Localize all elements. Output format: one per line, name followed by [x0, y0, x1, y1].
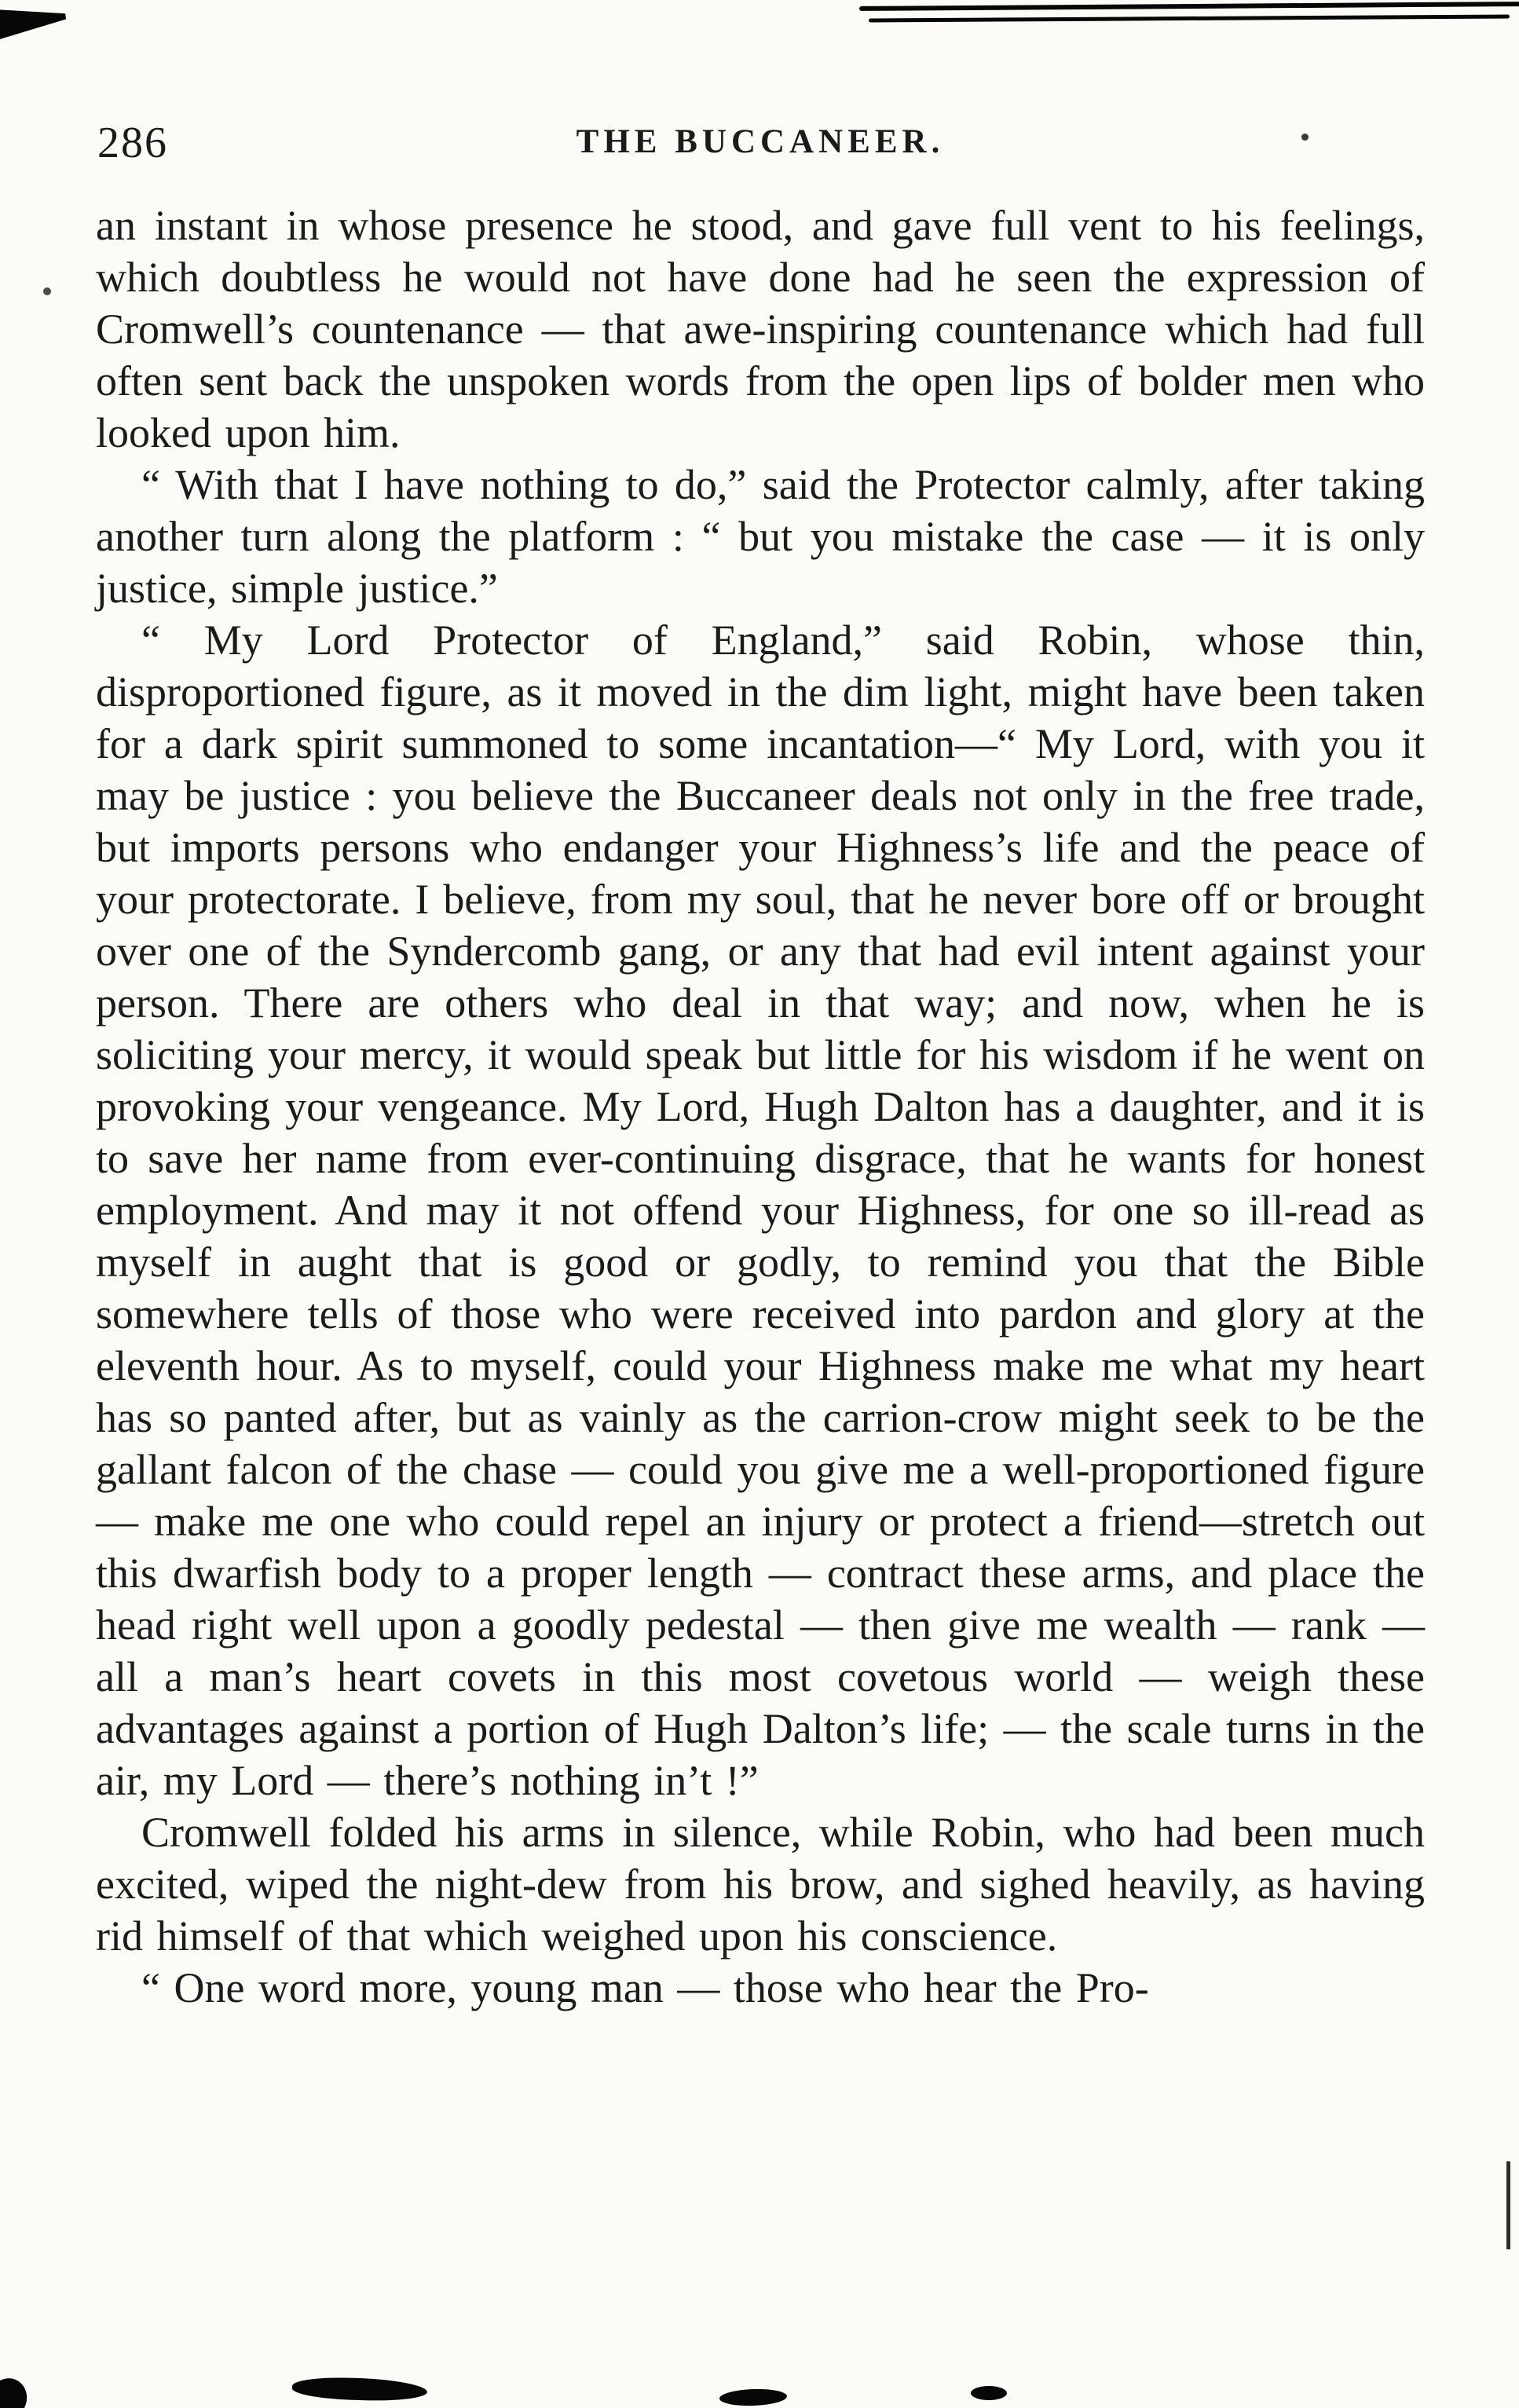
paragraph-continuation: an instant in whose presence he stood, and gave full vent to his feelings, which doubtless he would not have done had he seen the expression of Cromwell’s countenance — that awe-inspiring countenance which had full often sent back the unspoken words from the open lips of bolder men who looked upon him.: [96, 202, 1425, 456]
scan-artifact-speck: [43, 287, 51, 295]
page-number: 286: [97, 119, 168, 167]
paragraph-catchline: “ One word more, young man — those who hear the Pro-: [141, 1964, 1149, 2011]
scan-artifact-bottom-blob-left: [292, 2376, 428, 2403]
scan-artifact-bottom-left-smudge: [0, 2373, 32, 2408]
page-header: [96, 116, 1425, 173]
paragraph: Cromwell folded his arms in silence, while Robin, who had been much excited, wiped the night-dew from his brow, and sighed heavily, as having rid himself of that which weighed upon his conscience.: [96, 1809, 1425, 1960]
scan-artifact-bottom-blob-right: [971, 2386, 1007, 2400]
text-column: [96, 0, 1425, 2014]
paragraph: “ With that I have nothing to do,” said the Protector calmly, after taking another turn along the platform : “ but you mistake the case — it is only justice, simple justice.”: [96, 461, 1425, 612]
scan-artifact-bottom-blob-center: [719, 2388, 788, 2407]
scan-artifact-right-edge-mark: [1506, 2161, 1510, 2249]
body-text: [96, 199, 1425, 2014]
paragraph: “ My Lord Protector of England,” said Robin, whose thin, disproportioned figure, as it moved in the dim light, might have been taken for a dark spirit summoned to some incantation—“ My Lord, with you it may be justice : you believe the Buccaneer deals not only in the free trade, but imports persons who endanger your Highness’s life and the peace of your protectorate. I believe, from my soul, that he never bore off or brought over one of the Syndercomb gang, or any that had evil intent against your person. There are others who deal in that way; and now, when he is soliciting your mercy, it would speak but little for his wisdom if he went on provoking your vengeance. My Lord, Hugh Dalton has a daughter, and it is to save her name from ever-continuing disgrace, that he wants for honest employment. And may it not offend your Highness, for one so ill-read as myself in aught that is good or godly, to remind you that the Bible somewhere tells of those who were received into pardon and glory at the eleventh hour. As to myself, could your Highness make me what my heart has so panted after, but as vainly as the carrion-crow might seek to be the gallant falcon of the chase — could you give me a well-proportioned figure — make me one who could repel an injury or protect a friend—stretch out this dwarfish body to a proper length — contract these arms, and place the head right well upon a goodly pedestal — then give me wealth — rank — all a man’s heart covets in this most covetous world — weigh these advantages against a portion of Hugh Dalton’s life; — the scale turns in the air, my Lord — there’s nothing in’t !”: [96, 617, 1425, 1804]
scan-artifact-header-dot: [1301, 134, 1309, 141]
scan-artifact-corner-wedge: [0, 1, 68, 41]
running-title: THE BUCCANEER.: [576, 123, 945, 160]
